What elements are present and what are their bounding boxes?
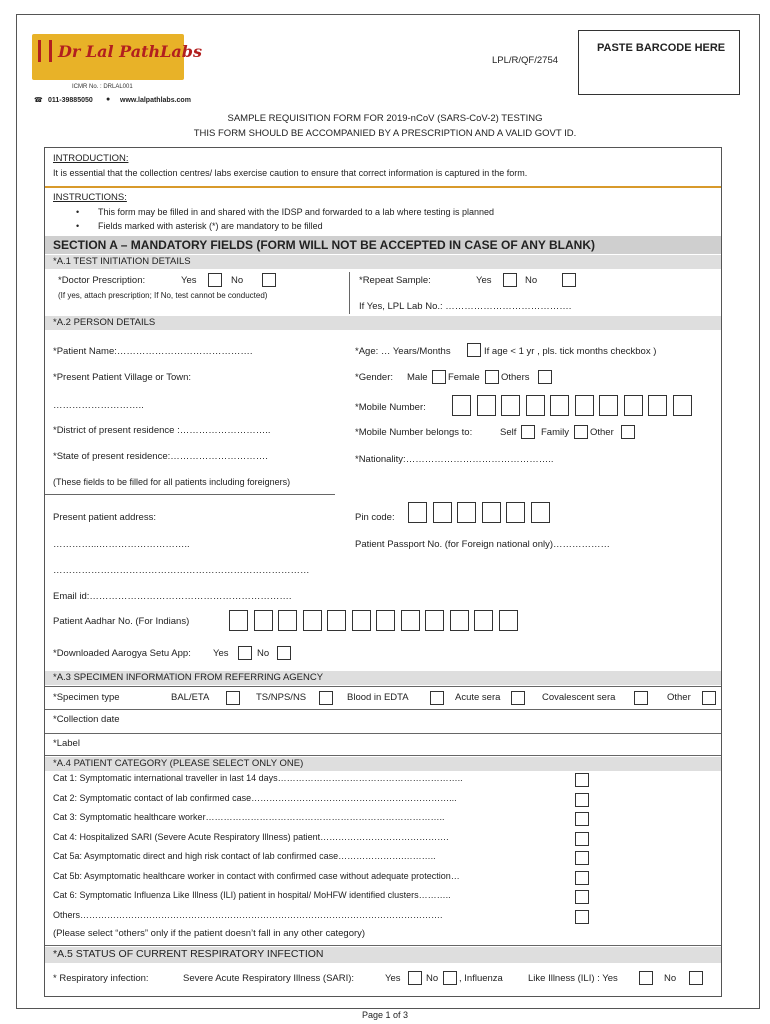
divider [45,686,721,687]
mobile-digit-box[interactable] [673,395,692,416]
aadhar-digit-box[interactable] [425,610,444,631]
aadhar-digit-box[interactable] [229,610,248,631]
state-field[interactable]: *State of present residence:…………………………. [53,451,268,462]
category-label: Cat 3: Symptomatic healthcare worker…………………………………………………………………….. [53,812,445,822]
age-field[interactable]: *Age: … Years/Months [355,346,451,357]
barcode-area [578,30,740,95]
prescription-yes-label: Yes [181,275,197,286]
category-label: Cat 5a: Asymptomatic direct and high risk contact of lab confirmed case………………….……….. [53,851,436,861]
gender-others-checkbox[interactable] [538,370,552,384]
page-number: Page 1 of 3 [361,1010,409,1020]
gender-female-label: Female [448,372,480,383]
category-checkbox[interactable] [575,832,589,846]
intro-text: It is essential that the collection centres/ labs exercise caution to ensure that correct information is captured in the form. [53,168,528,178]
lpl-lab-no[interactable]: If Yes, LPL Lab No.: …………………………………. [359,301,572,312]
icmr-number: ICMR No. : DRLAL001 [72,84,133,90]
a5-heading: *A.5 STATUS OF CURRENT RESPIRATORY INFECTION [45,947,721,963]
logo-text: Dr Lal PathLabs [58,42,202,61]
email-field[interactable]: Email id:………………………………………………………. [53,591,292,602]
gender-others-label: Others [501,372,530,383]
category-label: Others…………………………………………………………………………………………………………. [53,909,443,920]
mobile-belongs-label: *Mobile Number belongs to: [355,427,473,438]
pincode-digit-box[interactable] [482,502,501,523]
address-field-1[interactable]: …………...……………………….. [53,539,190,550]
prescription-no-label: No [231,275,244,286]
repeat-yes-label: Yes [476,275,492,286]
influenza-label: , Influenza [459,973,503,984]
specimen-ts-label: TS/NPS/NS [256,692,307,703]
specimen-ts-checkbox[interactable] [319,691,333,705]
specimen-acute-label: Acute sera [455,692,501,703]
category-label: Cat 6: Symptomatic Influenza Like Illness (ILI) patient in hospital/ MoHFW identified clusters……….. [53,890,451,900]
web-icon: ● [106,96,111,103]
aarogya-no-checkbox[interactable] [277,646,291,660]
category-label: Cat 5b: Asymptomatic healthcare worker in contact with confirmed case without adequate protection… [53,870,460,881]
divider [45,709,721,710]
collection-date-label: *Collection date [53,714,120,725]
category-label: Cat 1: Symptomatic international traveller in last 14 days…………………………………………………….. [53,773,463,783]
mobile-digit-box[interactable] [550,395,569,416]
ili-yes-checkbox[interactable] [639,971,653,985]
prescription-note: (If yes, attach prescription; If No, test cannot be conducted) [58,291,268,300]
section-a-title: SECTION A – MANDATORY FIELDS (FORM WILL NOT BE ACCEPTED IN CASE OF ANY BLANK) [45,236,721,254]
pincode-digit-box[interactable] [506,502,525,523]
ili-no-checkbox[interactable] [689,971,703,985]
aadhar-digit-box[interactable] [254,610,273,631]
specimen-blood-label: Blood in EDTA [347,692,409,703]
repeat-yes-checkbox[interactable] [503,273,517,287]
sari-no-checkbox[interactable] [443,971,457,985]
sari-label: Severe Acute Respiratory Illness (SARI): [183,973,355,984]
category-label: Cat 4: Hospitalized SARI (Severe Acute Respiratory Illness) patient……………………………………. [53,831,449,842]
aarogya-label: *Downloaded Aarogya Setu App: [53,648,191,659]
specimen-bal-label: BAL/ETA [171,692,210,703]
village-field[interactable]: ……………………….. [53,400,144,411]
aadhar-digit-box[interactable] [352,610,371,631]
passport-field[interactable]: Patient Passport No. (for Foreign national only)……………… [355,539,611,550]
repeat-sample-label: *Repeat Sample: [359,275,431,286]
specimen-covalescent-checkbox[interactable] [634,691,648,705]
months-checkbox[interactable] [467,343,481,357]
aarogya-yes-label: Yes [213,648,229,659]
label-label: *Label [53,738,80,749]
pincode-digit-box[interactable] [531,502,550,523]
aadhar-digit-box[interactable] [401,610,420,631]
aadhar-digit-box[interactable] [327,610,346,631]
category-checkbox[interactable] [575,910,589,924]
specimen-other-checkbox[interactable] [702,691,716,705]
instruction-1: This form may be filled in and shared with the IDSP and forwarded to a lab where testing is planned [98,207,495,217]
belongs-other-label: Other [590,427,614,438]
specimen-other-label: Other [667,692,691,703]
a4-heading: *A.4 PATIENT CATEGORY (PLEASE SELECT ONLY ONE) [45,757,721,771]
a3-heading: *A.3 SPECIMEN INFORMATION FROM REFERRING AGENCY [45,671,721,685]
category-note: (Please select “others” only if the patient doesn’t fall in any other category) [53,928,366,939]
doctor-prescription-label: *Doctor Prescription: [58,275,146,286]
belongs-self-label: Self [500,427,517,438]
divider [45,733,721,734]
age-note: If age < 1 yr , pls. tick months checkbox ) [484,346,657,357]
aadhar-digit-box[interactable] [303,610,322,631]
aadhar-digit-box[interactable] [474,610,493,631]
ili-yes-label: Like Illness (ILI) : Yes [528,973,618,984]
ili-no-label: No [664,973,677,984]
instructions-heading: INSTRUCTIONS: [53,192,127,203]
specimen-acute-checkbox[interactable] [511,691,525,705]
aadhar-digit-box[interactable] [278,610,297,631]
village-label: *Present Patient Village or Town: [53,372,192,383]
intro-heading: INTRODUCTION: [53,153,129,164]
a1-heading: *A.1 TEST INITIATION DETAILS [45,255,721,269]
pincode-digit-box[interactable] [457,502,476,523]
mobile-digit-box[interactable] [575,395,594,416]
phone-number: 011-39885050 [48,97,93,104]
form-subtitle: THIS FORM SHOULD BE ACCOMPANIED BY A PRESCRIPTION AND A VALID GOVT ID. [193,128,577,139]
aarogya-yes-checkbox[interactable] [238,646,252,660]
divider [45,186,721,188]
aadhar-digit-box[interactable] [499,610,518,631]
mobile-digit-box[interactable] [452,395,471,416]
divider [45,755,721,756]
address-field-2[interactable]: ……………………………………………………………………… [53,565,310,576]
address-label: Present patient address: [53,512,156,523]
belongs-other-checkbox[interactable] [621,425,635,439]
foreigners-note: (These fields to be filled for all patients including foreigners) [53,477,291,487]
category-checkbox[interactable] [575,851,589,865]
mobile-digit-box[interactable] [501,395,520,416]
prescription-no-checkbox[interactable] [262,273,276,287]
mobile-digit-box[interactable] [624,395,643,416]
pincode-digit-box[interactable] [433,502,452,523]
mobile-digit-box[interactable] [648,395,667,416]
aadhar-digit-box[interactable] [376,610,395,631]
divider [45,945,721,946]
resp-infection-label: * Respiratory infection: [53,973,149,984]
logo-mark-icon [38,40,52,62]
patient-name-field[interactable]: *Patient Name:……………………………………. [53,346,253,357]
sari-yes-label: Yes [385,973,401,984]
specimen-covalescent-label: Covalescent sera [542,692,616,703]
specimen-bal-checkbox[interactable] [226,691,240,705]
belongs-self-checkbox[interactable] [521,425,535,439]
category-checkbox[interactable] [575,812,589,826]
belongs-family-checkbox[interactable] [574,425,588,439]
gender-male-checkbox[interactable] [432,370,446,384]
specimen-type-label: *Specimen type [53,692,120,703]
bullet: • [76,221,80,231]
specimen-blood-checkbox[interactable] [430,691,444,705]
mobile-digit-box[interactable] [526,395,545,416]
repeat-no-checkbox[interactable] [562,273,576,287]
phone-icon: ☎ [34,97,43,104]
sari-no-label: No [426,973,439,984]
belongs-family-label: Family [541,427,569,438]
mobile-digit-box[interactable] [599,395,618,416]
district-field[interactable]: *District of present residence :……………………….. [53,425,271,436]
a2-heading: *A.2 PERSON DETAILS [45,316,721,330]
instruction-2: Fields marked with asterisk (*) are mandatory to be filled [98,221,323,231]
mobile-digit-box[interactable] [477,395,496,416]
category-checkbox[interactable] [575,793,589,807]
pincode-label: Pin code: [355,512,395,523]
category-checkbox[interactable] [575,871,589,885]
divider [45,494,335,495]
website: www.lalpathlabs.com [120,97,191,104]
form-code: LPL/R/QF/2754 [492,55,559,66]
category-label: Cat 2: Symptomatic contact of lab confirmed case…………………………………………………………... [53,792,457,803]
gender-male-label: Male [407,372,428,383]
aadhar-label: Patient Aadhar No. (For Indians) [53,616,190,627]
divider [349,272,350,314]
category-checkbox[interactable] [575,773,589,787]
form-title: SAMPLE REQUISITION FORM FOR 2019-nCoV (SARS-CoV-2) TESTING [227,113,543,124]
aarogya-no-label: No [257,648,270,659]
sari-yes-checkbox[interactable] [408,971,422,985]
pincode-digit-box[interactable] [408,502,427,523]
prescription-yes-checkbox[interactable] [208,273,222,287]
barcode-label: PASTE BARCODE HERE [597,42,726,54]
bullet: • [76,207,80,217]
mobile-label: *Mobile Number: [355,402,426,413]
gender-label: *Gender: [355,372,394,383]
repeat-no-label: No [525,275,538,286]
nationality-field[interactable]: *Nationality:……………………………………….. [355,454,554,465]
gender-female-checkbox[interactable] [485,370,499,384]
aadhar-digit-box[interactable] [450,610,469,631]
category-checkbox[interactable] [575,890,589,904]
